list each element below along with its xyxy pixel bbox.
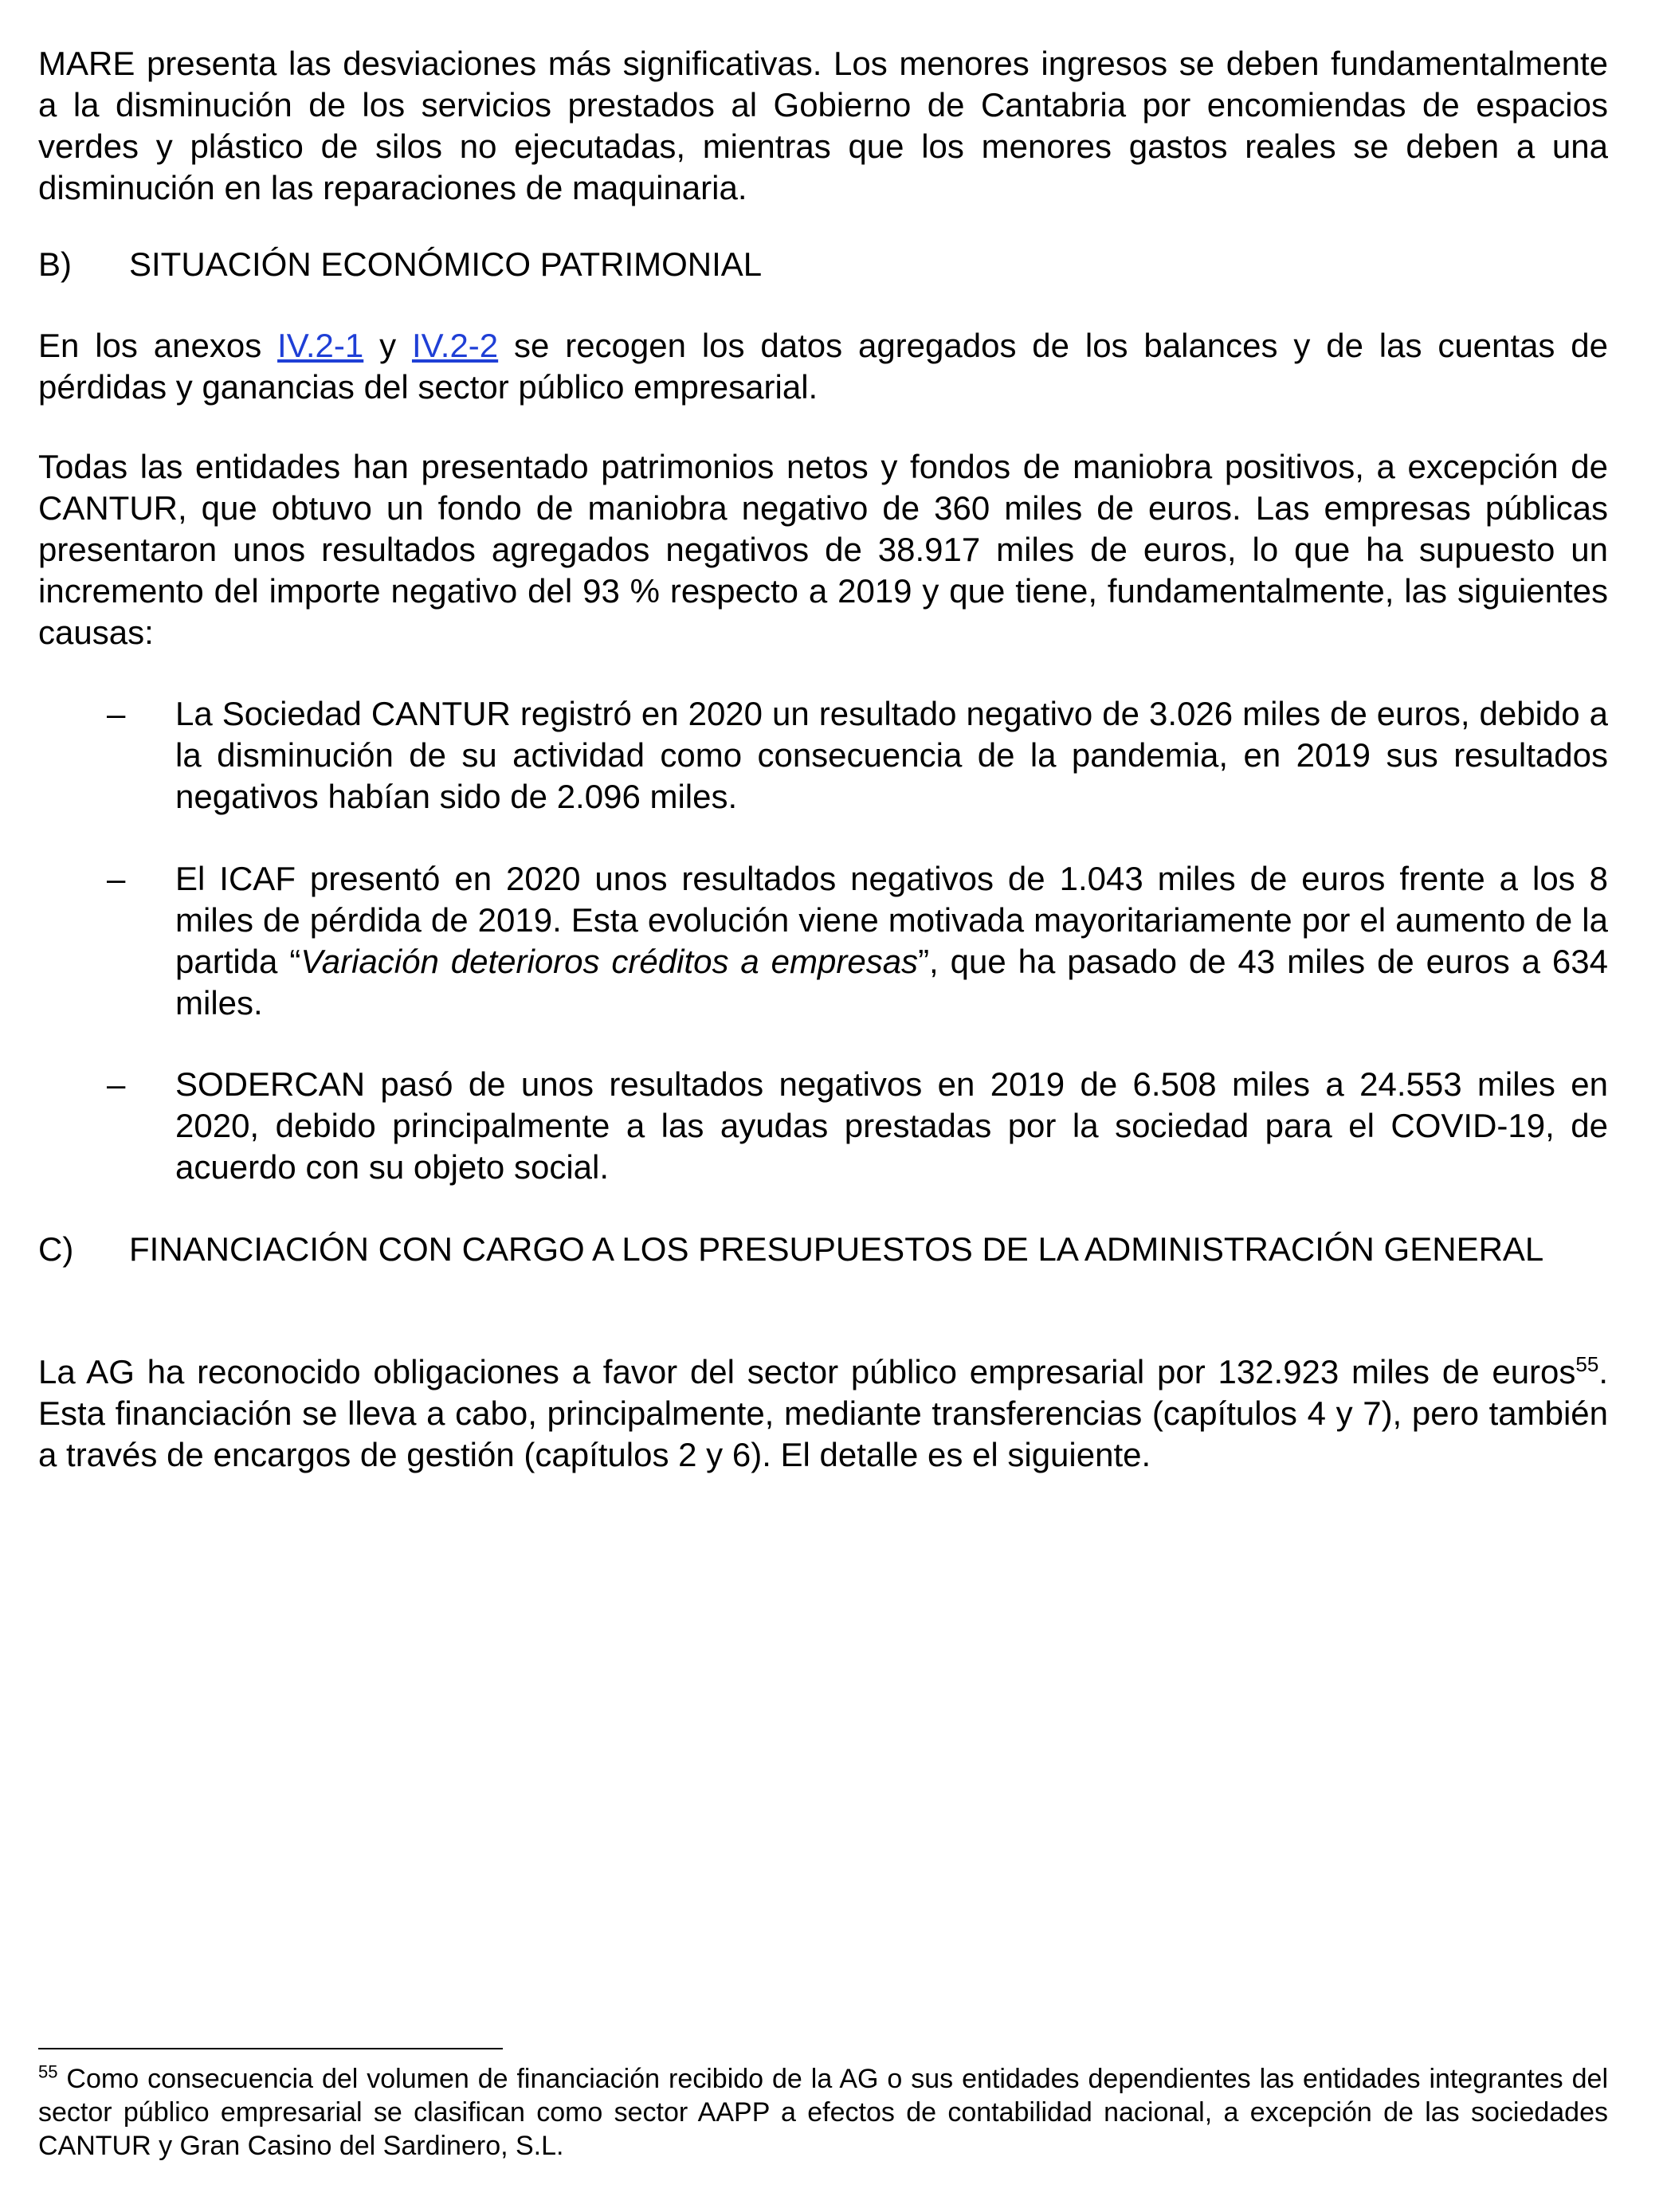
footnote-55 xyxy=(38,2062,1608,2163)
list-item-sodercan xyxy=(107,1064,1608,1188)
paragraph-mare: MARE presenta las desviaciones más significativas. Los menores ingresos se deben fundamentalmente a la disminución de los servicios prestados al Gobierno de Cantabria por encomiendas de espacios verdes y plástico de silos no ejecutadas, mientras que los menores gastos reales se deben a una disminución en las reparaciones de maquinaria. xyxy=(38,45,1608,206)
footnote-text: Como consecuencia del volumen de financiación recibido de la AG o sus entidades dependientes las entidades integrantes del sector público empresarial se clasifican como sector AAPP a efectos de contabilidad nacional, a excepción de las sociedades CANTUR y Gran Casino del Sardinero, S.L. xyxy=(38,2064,1608,2161)
list-item-text: SODERCAN pasó de unos resultados negativos en 2019 de 6.508 miles a 24.553 miles en 2020, debido principalmente a las ayudas prestadas por la sociedad para el COVID-19, de acuerdo con su objeto social. xyxy=(175,1065,1608,1186)
dash-bullet: – xyxy=(107,695,126,732)
heading-text: SITUACIÓN ECONÓMICO PATRIMONIAL xyxy=(129,245,763,283)
dash-bullet: – xyxy=(107,860,126,897)
paragraph-ag-obligaciones: La AG ha reconocido obligaciones a favor del sector público empresarial por 132.923 miles de euros$^{55}$. Esta financiación se lleva a cabo, principalmente, mediante transferencias (capítulos 4 y 7), pero también a través de encargos de gestión (capítulos 2 y 6). El detalle es el siguiente. xyxy=(38,1352,1608,1473)
italic-partida: Variación deterioros créditos a empresas xyxy=(300,943,919,980)
paragraph-entidades: Todas las entidades han presentado patrimonios netos y fondos de maniobra positivos, a excepción de CANTUR, que obtuvo un fondo de maniobra negativo de 360 miles de euros. Las empresas públicas presentaron unos resultados agregados negativos de 38.917 miles de euros, lo que ha supuesto un incremento del importe negativo del 93 % respecto a 2019 y que tiene, fundamentalmente, las siguientes causas: xyxy=(38,448,1608,651)
list-item-cantur xyxy=(107,693,1608,818)
link-anexo-iv-2-2[interactable]: IV.2-2 xyxy=(411,327,499,364)
heading-text: FINANCIACIÓN CON CARGO A LOS PRESUPUESTOS DE LA ADMINISTRACIÓN GENERAL xyxy=(129,1230,1544,1268)
footnote-reference[interactable]: 55 xyxy=(1575,1352,1599,1376)
paragraph-anexos: En los anexos IV.2-1 y IV.2-2 se recogen los datos agregados de los balances y de las cuentas de pérdidas y ganancias del sector público empresarial. xyxy=(38,327,1608,406)
heading-situacion-economico-patrimonial xyxy=(38,244,1608,285)
dash-bullet: – xyxy=(107,1065,126,1103)
heading-number: B) xyxy=(38,245,72,283)
list-item-icaf xyxy=(107,858,1608,1024)
list-item-text: La Sociedad CANTUR registró en 2020 un resultado negativo de 3.026 miles de euros, debido a la disminución de su actividad como consecuencia de la pandemia, en 2019 sus resultados negativos habían sido de 2.096 miles. xyxy=(175,695,1608,815)
footnote-number: 55 xyxy=(38,2061,58,2082)
list-item-text: El ICAF presentó en 2020 unos resultados negativos de 1.043 miles de euros frente a los 8 miles de pérdida de 2019. Esta evolución viene motivada mayoritariamente por el aumento de la partida “Variación deterioros créditos a empresas”, que ha pasado de 43 miles de euros a 634 miles. xyxy=(175,860,1608,1022)
heading-financiacion xyxy=(38,1229,1608,1270)
footnote-separator xyxy=(38,2048,503,2049)
heading-number: C) xyxy=(38,1230,74,1268)
link-anexo-iv-2-1[interactable]: IV.2-1 xyxy=(277,327,364,364)
